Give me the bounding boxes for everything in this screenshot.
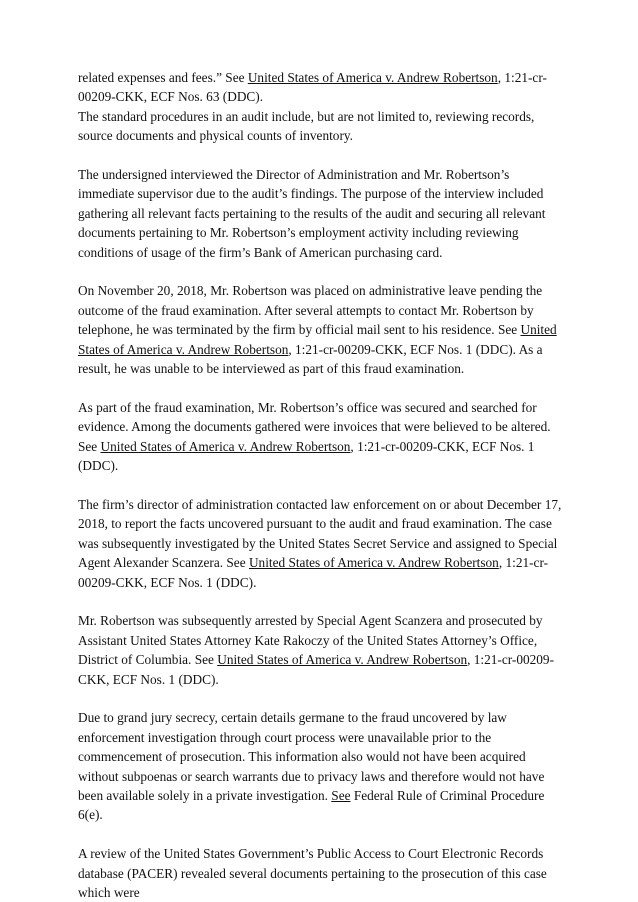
text-run: Federal Rule of Criminal Procedure 6(e). <box>78 787 545 823</box>
text-run: , 1:21-cr-00209-CKK, ECF Nos. 63 (DDC). <box>78 70 547 105</box>
text-run: A review of the United States Government’s Public Access to Court Electronic Records database (PACER) revealed several documents pertaining to the prosecution of this case which were <box>78 846 547 900</box>
text-run: The firm’s director of administration contacted law enforcement on or about December 17, 2018, to report the facts uncovered pursuant to the audit and fraud examination. The case was subsequently investigated by the United States Secret Service and assigned to Special Agent Alexander Scanzera. See <box>78 496 562 571</box>
paragraph <box>78 398 566 476</box>
paragraph <box>78 165 566 262</box>
paragraph <box>78 844 566 902</box>
paragraph <box>78 495 566 592</box>
text-run: The standard procedures in an audit include, but are not limited to, reviewing records, source documents and physical counts of inventory. <box>78 108 535 144</box>
rule-citation: See <box>331 787 351 803</box>
paragraph <box>78 68 566 107</box>
case-citation: United States of America v. Andrew Robertson <box>248 555 499 571</box>
paragraph <box>78 281 566 378</box>
paragraph <box>78 107 566 146</box>
text-run: , 1:21-cr-00209-CKK, ECF Nos. 1 (DDC). As a result, he was unable to be interviewed as part of this fraud examination. <box>78 341 543 377</box>
text-run: Due to grand jury secrecy, certain details germane to the fraud uncovered by law enforcement investigation through court process were unavailable prior to the commencement of prosecution. This information also would not have been acquired without subpoenas or search warrants due to privacy laws and therefore would not have been available solely in a private investigation. <box>78 710 545 803</box>
text-run: On November 20, 2018, Mr. Robertson was placed on administrative leave pending the outcome of the fraud examination. After several attempts to contact Mr. Robertson by telephone, he was terminated by the firm by official mail sent to his residence. See <box>78 283 543 338</box>
paragraph <box>78 708 566 824</box>
document-body <box>78 68 566 902</box>
paragraph <box>78 611 566 689</box>
case-citation: United States of America v. Andrew Robertson <box>78 322 557 357</box>
case-citation: United States of America v. Andrew Robertson <box>100 438 351 454</box>
text-run: , 1:21-cr-00209-CKK, ECF Nos. 1 (DDC). <box>78 555 549 590</box>
text-run: related expenses and fees.” See <box>78 70 248 85</box>
text-run: As part of the fraud examination, Mr. Robertson’s office was secured and searched for evidence. Among the documents gathered were invoices that were believed to be altered. See <box>78 399 551 454</box>
text-run: , 1:21-cr-00209-CKK, ECF Nos. 1 (DDC). <box>78 438 535 474</box>
text-run: , 1:21-cr-00209-CKK, ECF Nos. 1 (DDC). <box>78 652 555 687</box>
text-run: Mr. Robertson was subsequently arrested by Special Agent Scanzera and prosecuted by Assistant United States Attorney Kate Rakoczy of the United States Attorney’s Office, District of Columbia. See <box>78 613 543 668</box>
text-run: The undersigned interviewed the Director of Administration and Mr. Robertson’s immediate supervisor due to the audit’s findings. The purpose of the interview included gathering all relevant facts pertaining to the results of the audit and securing all relevant documents pertaining to Mr. Robertson’s employment activity including reviewing conditions of usage of the firm’s Bank of American purchasing card. <box>78 167 546 260</box>
case-citation: United States of America v. Andrew Robertson <box>247 70 498 85</box>
case-citation: United States of America v. Andrew Robertson <box>217 652 468 668</box>
